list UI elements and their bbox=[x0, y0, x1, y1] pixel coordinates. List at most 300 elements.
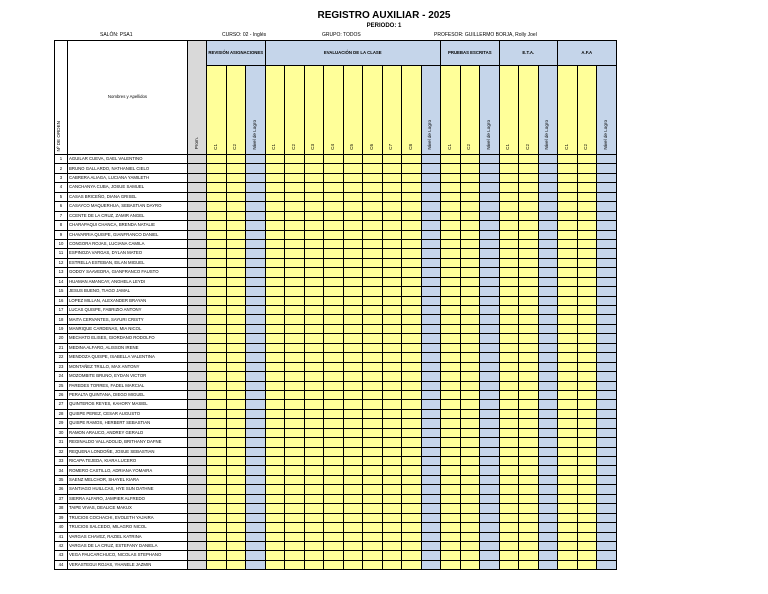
level-cell[interactable] bbox=[246, 428, 266, 437]
grade-cell[interactable] bbox=[226, 504, 246, 513]
grade-cell[interactable] bbox=[207, 343, 227, 352]
grade-cell[interactable] bbox=[558, 211, 578, 220]
grade-cell[interactable] bbox=[363, 211, 383, 220]
grade-cell[interactable] bbox=[499, 164, 519, 173]
level-cell[interactable] bbox=[246, 221, 266, 230]
grade-cell[interactable] bbox=[265, 287, 285, 296]
grade-cell[interactable] bbox=[382, 428, 402, 437]
grade-cell[interactable] bbox=[285, 164, 305, 173]
grade-cell[interactable] bbox=[402, 155, 422, 164]
grade-cell[interactable] bbox=[207, 409, 227, 418]
grade-cell[interactable] bbox=[499, 400, 519, 409]
grade-cell[interactable] bbox=[265, 372, 285, 381]
prom-cell[interactable] bbox=[188, 277, 207, 286]
grade-cell[interactable] bbox=[285, 192, 305, 201]
grade-cell[interactable] bbox=[207, 457, 227, 466]
level-cell[interactable] bbox=[597, 353, 617, 362]
level-cell[interactable] bbox=[246, 258, 266, 267]
grade-cell[interactable] bbox=[460, 183, 480, 192]
level-cell[interactable] bbox=[538, 466, 558, 475]
grade-cell[interactable] bbox=[441, 513, 461, 522]
grade-cell[interactable] bbox=[519, 457, 539, 466]
level-cell[interactable] bbox=[480, 485, 500, 494]
grade-cell[interactable] bbox=[285, 457, 305, 466]
level-cell[interactable] bbox=[246, 560, 266, 569]
level-cell[interactable] bbox=[246, 551, 266, 560]
prom-cell[interactable] bbox=[188, 372, 207, 381]
level-cell[interactable] bbox=[421, 249, 441, 258]
grade-cell[interactable] bbox=[460, 466, 480, 475]
level-cell[interactable] bbox=[421, 560, 441, 569]
grade-cell[interactable] bbox=[324, 192, 344, 201]
grade-cell[interactable] bbox=[285, 362, 305, 371]
level-cell[interactable] bbox=[597, 343, 617, 352]
grade-cell[interactable] bbox=[285, 211, 305, 220]
grade-cell[interactable] bbox=[324, 428, 344, 437]
grade-cell[interactable] bbox=[577, 315, 597, 324]
grade-cell[interactable] bbox=[460, 560, 480, 569]
grade-cell[interactable] bbox=[324, 315, 344, 324]
grade-cell[interactable] bbox=[558, 551, 578, 560]
grade-cell[interactable] bbox=[460, 287, 480, 296]
grade-cell[interactable] bbox=[324, 400, 344, 409]
level-cell[interactable] bbox=[421, 372, 441, 381]
grade-cell[interactable] bbox=[363, 541, 383, 550]
grade-cell[interactable] bbox=[324, 334, 344, 343]
grade-cell[interactable] bbox=[519, 419, 539, 428]
grade-cell[interactable] bbox=[382, 390, 402, 399]
grade-cell[interactable] bbox=[558, 343, 578, 352]
grade-cell[interactable] bbox=[519, 324, 539, 333]
grade-cell[interactable] bbox=[207, 353, 227, 362]
level-cell[interactable] bbox=[480, 306, 500, 315]
level-cell[interactable] bbox=[538, 419, 558, 428]
prom-cell[interactable] bbox=[188, 475, 207, 484]
level-cell[interactable] bbox=[480, 249, 500, 258]
grade-cell[interactable] bbox=[499, 362, 519, 371]
grade-cell[interactable] bbox=[402, 560, 422, 569]
grade-cell[interactable] bbox=[577, 221, 597, 230]
prom-cell[interactable] bbox=[188, 560, 207, 569]
grade-cell[interactable] bbox=[207, 532, 227, 541]
level-cell[interactable] bbox=[480, 315, 500, 324]
grade-cell[interactable] bbox=[343, 258, 363, 267]
grade-cell[interactable] bbox=[499, 372, 519, 381]
grade-cell[interactable] bbox=[382, 494, 402, 503]
grade-cell[interactable] bbox=[499, 419, 519, 428]
grade-cell[interactable] bbox=[324, 409, 344, 418]
level-cell[interactable] bbox=[246, 287, 266, 296]
grade-cell[interactable] bbox=[499, 390, 519, 399]
level-cell[interactable] bbox=[538, 541, 558, 550]
level-cell[interactable] bbox=[597, 324, 617, 333]
grade-cell[interactable] bbox=[499, 230, 519, 239]
grade-cell[interactable] bbox=[441, 475, 461, 484]
grade-cell[interactable] bbox=[558, 466, 578, 475]
level-cell[interactable] bbox=[421, 268, 441, 277]
grade-cell[interactable] bbox=[265, 466, 285, 475]
grade-cell[interactable] bbox=[285, 523, 305, 532]
grade-cell[interactable] bbox=[577, 324, 597, 333]
grade-cell[interactable] bbox=[343, 560, 363, 569]
grade-cell[interactable] bbox=[558, 560, 578, 569]
grade-cell[interactable] bbox=[285, 390, 305, 399]
grade-cell[interactable] bbox=[577, 155, 597, 164]
level-cell[interactable] bbox=[421, 362, 441, 371]
grade-cell[interactable] bbox=[441, 249, 461, 258]
level-cell[interactable] bbox=[597, 409, 617, 418]
grade-cell[interactable] bbox=[324, 287, 344, 296]
grade-cell[interactable] bbox=[265, 324, 285, 333]
grade-cell[interactable] bbox=[265, 400, 285, 409]
level-cell[interactable] bbox=[246, 239, 266, 248]
grade-cell[interactable] bbox=[382, 306, 402, 315]
grade-cell[interactable] bbox=[363, 277, 383, 286]
grade-cell[interactable] bbox=[207, 230, 227, 239]
level-cell[interactable] bbox=[597, 541, 617, 550]
grade-cell[interactable] bbox=[343, 211, 363, 220]
grade-cell[interactable] bbox=[343, 249, 363, 258]
grade-cell[interactable] bbox=[460, 551, 480, 560]
grade-cell[interactable] bbox=[577, 343, 597, 352]
grade-cell[interactable] bbox=[402, 258, 422, 267]
grade-cell[interactable] bbox=[265, 230, 285, 239]
grade-cell[interactable] bbox=[402, 447, 422, 456]
grade-cell[interactable] bbox=[304, 155, 324, 164]
grade-cell[interactable] bbox=[285, 400, 305, 409]
level-cell[interactable] bbox=[480, 513, 500, 522]
grade-cell[interactable] bbox=[343, 372, 363, 381]
grade-cell[interactable] bbox=[363, 287, 383, 296]
grade-cell[interactable] bbox=[363, 485, 383, 494]
prom-cell[interactable] bbox=[188, 306, 207, 315]
grade-cell[interactable] bbox=[402, 381, 422, 390]
grade-cell[interactable] bbox=[324, 560, 344, 569]
level-cell[interactable] bbox=[597, 155, 617, 164]
grade-cell[interactable] bbox=[441, 315, 461, 324]
grade-cell[interactable] bbox=[402, 475, 422, 484]
grade-cell[interactable] bbox=[558, 504, 578, 513]
grade-cell[interactable] bbox=[207, 306, 227, 315]
grade-cell[interactable] bbox=[519, 485, 539, 494]
grade-cell[interactable] bbox=[577, 239, 597, 248]
level-cell[interactable] bbox=[421, 438, 441, 447]
level-cell[interactable] bbox=[597, 221, 617, 230]
grade-cell[interactable] bbox=[285, 485, 305, 494]
grade-cell[interactable] bbox=[441, 306, 461, 315]
grade-cell[interactable] bbox=[382, 315, 402, 324]
level-cell[interactable] bbox=[480, 523, 500, 532]
grade-cell[interactable] bbox=[402, 504, 422, 513]
grade-cell[interactable] bbox=[558, 485, 578, 494]
level-cell[interactable] bbox=[421, 381, 441, 390]
grade-cell[interactable] bbox=[577, 277, 597, 286]
grade-cell[interactable] bbox=[402, 315, 422, 324]
level-cell[interactable] bbox=[246, 362, 266, 371]
grade-cell[interactable] bbox=[207, 419, 227, 428]
grade-cell[interactable] bbox=[363, 183, 383, 192]
grade-cell[interactable] bbox=[577, 249, 597, 258]
level-cell[interactable] bbox=[538, 447, 558, 456]
level-cell[interactable] bbox=[597, 485, 617, 494]
prom-cell[interactable] bbox=[188, 173, 207, 182]
grade-cell[interactable] bbox=[343, 334, 363, 343]
level-cell[interactable] bbox=[597, 390, 617, 399]
grade-cell[interactable] bbox=[285, 343, 305, 352]
prom-cell[interactable] bbox=[188, 485, 207, 494]
level-cell[interactable] bbox=[421, 457, 441, 466]
grade-cell[interactable] bbox=[577, 494, 597, 503]
grade-cell[interactable] bbox=[304, 362, 324, 371]
grade-cell[interactable] bbox=[304, 173, 324, 182]
level-cell[interactable] bbox=[246, 164, 266, 173]
level-cell[interactable] bbox=[480, 532, 500, 541]
level-cell[interactable] bbox=[480, 504, 500, 513]
grade-cell[interactable] bbox=[285, 173, 305, 182]
grade-cell[interactable] bbox=[499, 541, 519, 550]
prom-cell[interactable] bbox=[188, 296, 207, 305]
grade-cell[interactable] bbox=[402, 343, 422, 352]
grade-cell[interactable] bbox=[363, 532, 383, 541]
grade-cell[interactable] bbox=[324, 239, 344, 248]
grade-cell[interactable] bbox=[382, 475, 402, 484]
level-cell[interactable] bbox=[480, 164, 500, 173]
grade-cell[interactable] bbox=[226, 315, 246, 324]
grade-cell[interactable] bbox=[285, 513, 305, 522]
grade-cell[interactable] bbox=[441, 551, 461, 560]
grade-cell[interactable] bbox=[382, 504, 402, 513]
grade-cell[interactable] bbox=[285, 372, 305, 381]
level-cell[interactable] bbox=[421, 202, 441, 211]
level-cell[interactable] bbox=[421, 211, 441, 220]
grade-cell[interactable] bbox=[324, 324, 344, 333]
grade-cell[interactable] bbox=[304, 438, 324, 447]
grade-cell[interactable] bbox=[441, 324, 461, 333]
level-cell[interactable] bbox=[421, 258, 441, 267]
level-cell[interactable] bbox=[480, 296, 500, 305]
grade-cell[interactable] bbox=[519, 258, 539, 267]
level-cell[interactable] bbox=[480, 428, 500, 437]
level-cell[interactable] bbox=[421, 192, 441, 201]
grade-cell[interactable] bbox=[382, 173, 402, 182]
grade-cell[interactable] bbox=[304, 249, 324, 258]
grade-cell[interactable] bbox=[441, 221, 461, 230]
grade-cell[interactable] bbox=[363, 249, 383, 258]
grade-cell[interactable] bbox=[226, 173, 246, 182]
grade-cell[interactable] bbox=[460, 173, 480, 182]
level-cell[interactable] bbox=[597, 475, 617, 484]
level-cell[interactable] bbox=[246, 324, 266, 333]
level-cell[interactable] bbox=[597, 457, 617, 466]
prom-cell[interactable] bbox=[188, 343, 207, 352]
grade-cell[interactable] bbox=[519, 211, 539, 220]
grade-cell[interactable] bbox=[441, 494, 461, 503]
grade-cell[interactable] bbox=[577, 438, 597, 447]
level-cell[interactable] bbox=[246, 390, 266, 399]
level-cell[interactable] bbox=[421, 296, 441, 305]
grade-cell[interactable] bbox=[441, 183, 461, 192]
grade-cell[interactable] bbox=[441, 353, 461, 362]
grade-cell[interactable] bbox=[226, 551, 246, 560]
grade-cell[interactable] bbox=[324, 249, 344, 258]
grade-cell[interactable] bbox=[577, 409, 597, 418]
grade-cell[interactable] bbox=[226, 353, 246, 362]
grade-cell[interactable] bbox=[304, 164, 324, 173]
level-cell[interactable] bbox=[480, 211, 500, 220]
prom-cell[interactable] bbox=[188, 315, 207, 324]
grade-cell[interactable] bbox=[460, 372, 480, 381]
grade-cell[interactable] bbox=[226, 277, 246, 286]
grade-cell[interactable] bbox=[343, 466, 363, 475]
grade-cell[interactable] bbox=[324, 155, 344, 164]
prom-cell[interactable] bbox=[188, 192, 207, 201]
grade-cell[interactable] bbox=[324, 173, 344, 182]
grade-cell[interactable] bbox=[363, 202, 383, 211]
grade-cell[interactable] bbox=[226, 541, 246, 550]
grade-cell[interactable] bbox=[304, 230, 324, 239]
prom-cell[interactable] bbox=[188, 494, 207, 503]
level-cell[interactable] bbox=[480, 221, 500, 230]
grade-cell[interactable] bbox=[577, 457, 597, 466]
grade-cell[interactable] bbox=[382, 164, 402, 173]
grade-cell[interactable] bbox=[382, 230, 402, 239]
level-cell[interactable] bbox=[246, 381, 266, 390]
grade-cell[interactable] bbox=[207, 173, 227, 182]
grade-cell[interactable] bbox=[382, 362, 402, 371]
level-cell[interactable] bbox=[246, 400, 266, 409]
grade-cell[interactable] bbox=[499, 268, 519, 277]
grade-cell[interactable] bbox=[577, 428, 597, 437]
prom-cell[interactable] bbox=[188, 532, 207, 541]
grade-cell[interactable] bbox=[265, 258, 285, 267]
level-cell[interactable] bbox=[246, 485, 266, 494]
grade-cell[interactable] bbox=[207, 183, 227, 192]
grade-cell[interactable] bbox=[519, 277, 539, 286]
level-cell[interactable] bbox=[246, 183, 266, 192]
level-cell[interactable] bbox=[246, 475, 266, 484]
grade-cell[interactable] bbox=[519, 409, 539, 418]
grade-cell[interactable] bbox=[343, 428, 363, 437]
grade-cell[interactable] bbox=[441, 428, 461, 437]
level-cell[interactable] bbox=[538, 164, 558, 173]
level-cell[interactable] bbox=[421, 447, 441, 456]
grade-cell[interactable] bbox=[265, 381, 285, 390]
level-cell[interactable] bbox=[421, 513, 441, 522]
level-cell[interactable] bbox=[538, 249, 558, 258]
grade-cell[interactable] bbox=[519, 249, 539, 258]
level-cell[interactable] bbox=[538, 239, 558, 248]
level-cell[interactable] bbox=[246, 268, 266, 277]
grade-cell[interactable] bbox=[207, 400, 227, 409]
prom-cell[interactable] bbox=[188, 400, 207, 409]
grade-cell[interactable] bbox=[519, 306, 539, 315]
grade-cell[interactable] bbox=[577, 353, 597, 362]
grade-cell[interactable] bbox=[304, 419, 324, 428]
level-cell[interactable] bbox=[421, 155, 441, 164]
grade-cell[interactable] bbox=[382, 324, 402, 333]
grade-cell[interactable] bbox=[363, 438, 383, 447]
grade-cell[interactable] bbox=[499, 447, 519, 456]
grade-cell[interactable] bbox=[460, 541, 480, 550]
prom-cell[interactable] bbox=[188, 447, 207, 456]
grade-cell[interactable] bbox=[519, 164, 539, 173]
grade-cell[interactable] bbox=[499, 428, 519, 437]
grade-cell[interactable] bbox=[304, 343, 324, 352]
grade-cell[interactable] bbox=[343, 457, 363, 466]
grade-cell[interactable] bbox=[363, 306, 383, 315]
grade-cell[interactable] bbox=[460, 532, 480, 541]
grade-cell[interactable] bbox=[324, 372, 344, 381]
grade-cell[interactable] bbox=[460, 523, 480, 532]
grade-cell[interactable] bbox=[402, 523, 422, 532]
grade-cell[interactable] bbox=[558, 513, 578, 522]
grade-cell[interactable] bbox=[363, 504, 383, 513]
grade-cell[interactable] bbox=[324, 466, 344, 475]
grade-cell[interactable] bbox=[441, 192, 461, 201]
grade-cell[interactable] bbox=[363, 466, 383, 475]
grade-cell[interactable] bbox=[324, 164, 344, 173]
grade-cell[interactable] bbox=[577, 485, 597, 494]
prom-cell[interactable] bbox=[188, 523, 207, 532]
grade-cell[interactable] bbox=[558, 287, 578, 296]
level-cell[interactable] bbox=[246, 532, 266, 541]
grade-cell[interactable] bbox=[304, 296, 324, 305]
grade-cell[interactable] bbox=[363, 164, 383, 173]
grade-cell[interactable] bbox=[226, 343, 246, 352]
level-cell[interactable] bbox=[538, 277, 558, 286]
grade-cell[interactable] bbox=[402, 532, 422, 541]
grade-cell[interactable] bbox=[363, 239, 383, 248]
prom-cell[interactable] bbox=[188, 202, 207, 211]
grade-cell[interactable] bbox=[519, 221, 539, 230]
level-cell[interactable] bbox=[246, 419, 266, 428]
grade-cell[interactable] bbox=[558, 183, 578, 192]
grade-cell[interactable] bbox=[460, 362, 480, 371]
grade-cell[interactable] bbox=[558, 164, 578, 173]
grade-cell[interactable] bbox=[265, 560, 285, 569]
grade-cell[interactable] bbox=[285, 258, 305, 267]
level-cell[interactable] bbox=[246, 372, 266, 381]
level-cell[interactable] bbox=[246, 504, 266, 513]
grade-cell[interactable] bbox=[343, 315, 363, 324]
level-cell[interactable] bbox=[421, 541, 441, 550]
grade-cell[interactable] bbox=[519, 239, 539, 248]
grade-cell[interactable] bbox=[382, 541, 402, 550]
prom-cell[interactable] bbox=[188, 362, 207, 371]
grade-cell[interactable] bbox=[285, 560, 305, 569]
grade-cell[interactable] bbox=[402, 513, 422, 522]
level-cell[interactable] bbox=[597, 287, 617, 296]
level-cell[interactable] bbox=[421, 485, 441, 494]
level-cell[interactable] bbox=[480, 400, 500, 409]
grade-cell[interactable] bbox=[382, 419, 402, 428]
grade-cell[interactable] bbox=[226, 372, 246, 381]
grade-cell[interactable] bbox=[558, 315, 578, 324]
grade-cell[interactable] bbox=[499, 249, 519, 258]
grade-cell[interactable] bbox=[207, 362, 227, 371]
grade-cell[interactable] bbox=[382, 560, 402, 569]
grade-cell[interactable] bbox=[460, 221, 480, 230]
grade-cell[interactable] bbox=[265, 296, 285, 305]
level-cell[interactable] bbox=[480, 494, 500, 503]
grade-cell[interactable] bbox=[499, 192, 519, 201]
level-cell[interactable] bbox=[538, 475, 558, 484]
grade-cell[interactable] bbox=[343, 239, 363, 248]
grade-cell[interactable] bbox=[402, 230, 422, 239]
grade-cell[interactable] bbox=[577, 419, 597, 428]
grade-cell[interactable] bbox=[499, 438, 519, 447]
grade-cell[interactable] bbox=[402, 466, 422, 475]
